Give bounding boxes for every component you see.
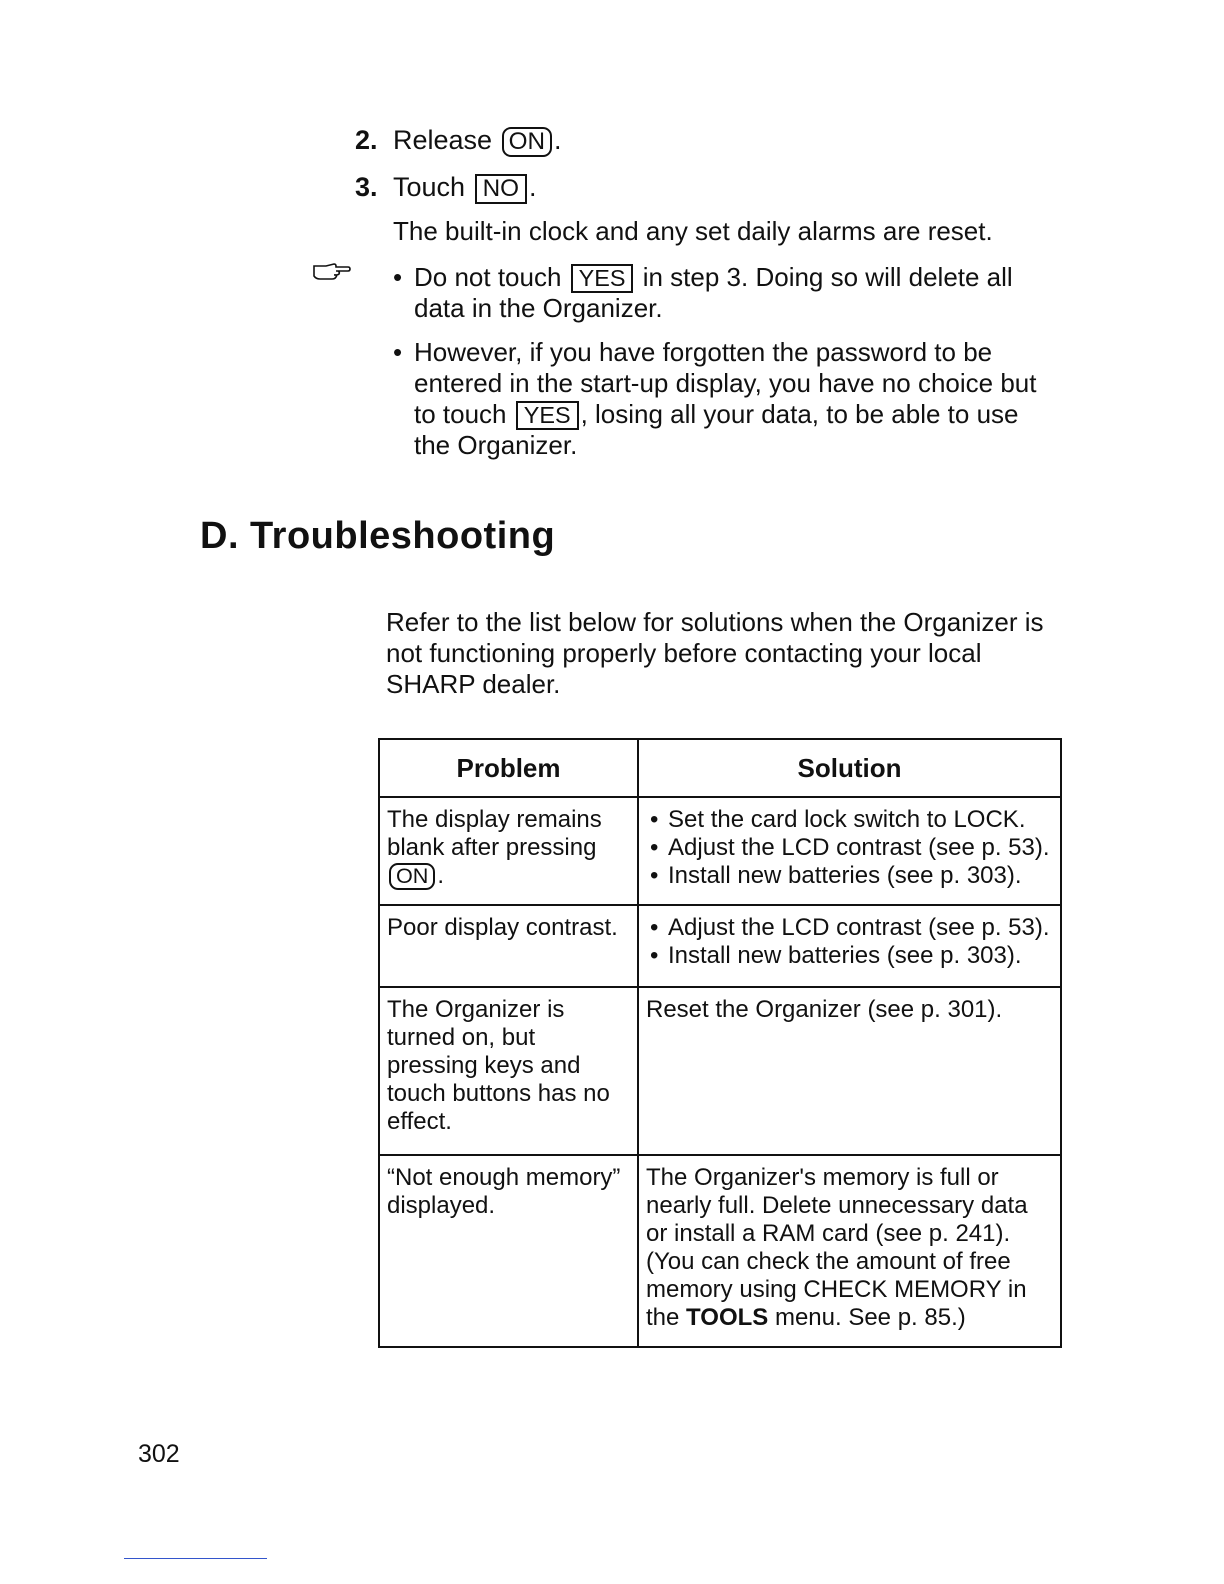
- solution-item: • Install new batteries (see p. 303).: [646, 862, 1053, 890]
- step-text: Touch: [393, 172, 466, 202]
- step-note: The built-in clock and any set daily alarms are reset.: [393, 216, 993, 246]
- intro-paragraph: Refer to the list below for solutions when the Organizer is not functioning properly before contacting your local SHARP dealer.: [386, 607, 1044, 699]
- problem-cell: Poor display contrast.: [379, 905, 638, 987]
- table-row: [379, 987, 1061, 1155]
- solution-item: • Adjust the LCD contrast (see p. 53).: [646, 834, 1053, 862]
- table-row: [379, 905, 1061, 987]
- step-3: 3. Touch NO .: [355, 172, 537, 202]
- solution-item: • Adjust the LCD contrast (see p. 53).: [646, 914, 1053, 942]
- on-key-label: ON: [389, 863, 435, 890]
- solution-cell: Reset the Organizer (see p. 301).: [638, 987, 1061, 1155]
- bullet-icon: •: [393, 262, 403, 292]
- table-row: [379, 797, 1061, 905]
- step-text: Release: [393, 125, 493, 155]
- table-row: [379, 1155, 1061, 1347]
- section-title: D. Troubleshooting: [200, 515, 556, 557]
- solution-cell: The Organizer's memory is full or nearly full. Delete unnecessary data or install a RAM card (see p. 241). (You can check the amount of free memory using CHECK MEMORY in the TOOLS menu. See p. 85.): [638, 1155, 1061, 1347]
- step-2: 2. Release ON .: [355, 125, 562, 155]
- table-header-row: [379, 739, 1061, 797]
- solution-item: • Set the card lock switch to LOCK.: [646, 806, 1053, 834]
- troubleshooting-table: [378, 738, 1062, 1348]
- on-key-label: ON: [502, 127, 552, 157]
- page-number: 302: [138, 1440, 180, 1468]
- note-bullet-1: • Do not touch YES in step 3. Doing so will delete all data in the Organizer.: [393, 262, 1013, 323]
- footer-divider: [124, 1558, 267, 1559]
- step-number: 3.: [355, 172, 378, 202]
- problem-cell: “Not enough memory” displayed.: [379, 1155, 638, 1347]
- problem-header: Problem: [379, 739, 638, 797]
- solution-header: Solution: [638, 739, 1061, 797]
- pointing-hand-icon: [312, 262, 352, 280]
- solution-item: • Install new batteries (see p. 303).: [646, 942, 1053, 970]
- bullet-icon: •: [393, 337, 403, 367]
- solution-cell: [638, 905, 1061, 987]
- problem-cell: The display remains blank after pressing ON .: [379, 797, 638, 905]
- yes-button-label: YES: [516, 401, 579, 430]
- no-button-label: NO: [475, 174, 527, 204]
- note-bullet-2: • However, if you have forgotten the password to be entered in the start-up display, you have no choice but to touch YES , losing all your data, to be able to use the Organizer.: [393, 337, 1037, 460]
- yes-button-label: YES: [571, 264, 634, 293]
- solution-cell: [638, 797, 1061, 905]
- tools-menu-label: TOOLS: [686, 1304, 769, 1331]
- problem-cell: The Organizer is turned on, but pressing keys and touch buttons has no effect.: [379, 987, 638, 1155]
- step-number: 2.: [355, 125, 378, 155]
